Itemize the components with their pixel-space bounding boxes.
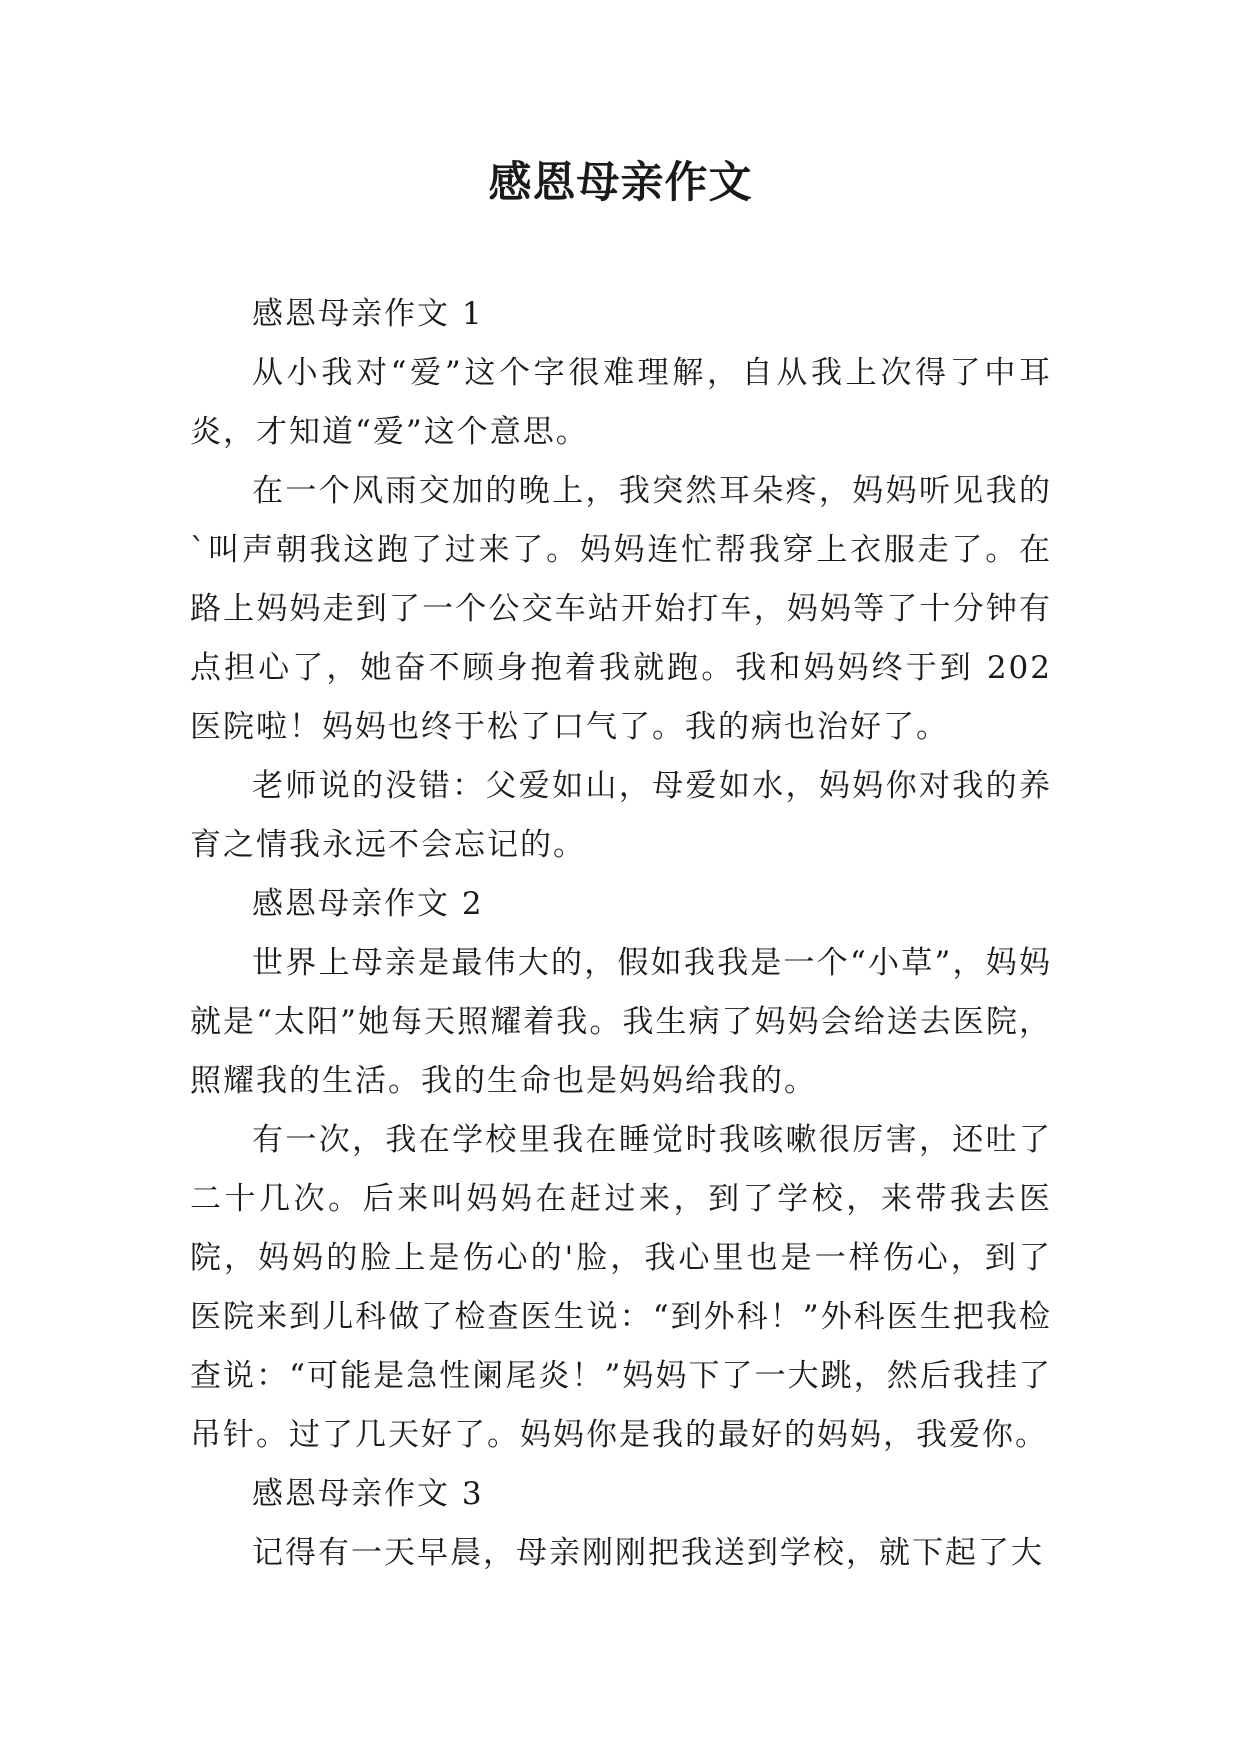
paragraph: 在一个风雨交加的晚上，我突然耳朵疼，妈妈听见我的`叫声朝我这跑了过来了。妈妈连忙帮我穿上衣服走了。在路上妈妈走到了一个公交车站开始打车，妈妈等了十分钟有点担心了，她奋不顾身抱着我就跑。我和妈妈终于到 202 医院啦！妈妈也终于松了口气了。我的病也治好了。 [190,473,1052,745]
paragraph: 有一次，我在学校里我在睡觉时我咳嗽很厉害，还吐了二十几次。后来叫妈妈在赶过来，到了学校，来带我去医院，妈妈的脸上是伤心的'脸，我心里也是一样伤心，到了医院来到儿科做了检查医生说：“到外科！”外科医生把我检查说：“可能是急性阑尾炎！”妈妈下了一大跳，然后我挂了吊针。过了几天好了。妈妈你是我的最好的妈妈，我爱你。 [190,1122,1052,1453]
document-body [190,285,1052,1583]
paragraph: 世界上母亲是最伟大的，假如我我是一个“小草”，妈妈就是“太阳”她每天照耀着我。我生病了妈妈会给送去医院，照耀我的生活。我的生命也是妈妈给我的。 [190,945,1052,1099]
paragraph: 老师说的没错：父爱如山，母爱如水，妈妈你对我的养育之情我永远不会忘记的。 [190,768,1052,863]
section-heading-1: 感恩母亲作文 1 [252,296,484,332]
paragraph: 记得有一天早晨，母亲刚刚把我送到学校，就下起了大 [252,1535,1044,1571]
paragraph: 从小我对“爱”这个字很难理解，自从我上次得了中耳炎，才知道“爱”这个意思。 [190,355,1052,450]
section-heading-2: 感恩母亲作文 2 [252,886,484,922]
section-heading-3: 感恩母亲作文 3 [252,1476,484,1512]
document-title: 感恩母亲作文 [488,158,753,208]
